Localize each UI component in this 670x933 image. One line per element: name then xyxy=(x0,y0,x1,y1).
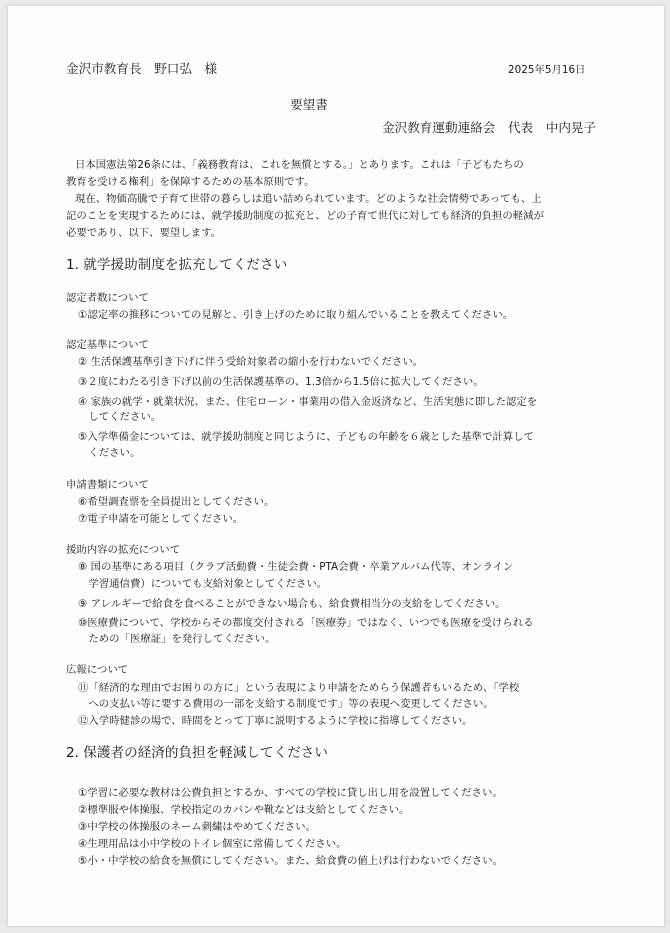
group-title: 申請書類について xyxy=(66,479,149,491)
letter-page xyxy=(8,6,664,926)
request-item: ② 生活保護基準引き下げに伴う受給対象者の縮小を行わないでください。 xyxy=(78,356,424,368)
section-heading: 1. 就学援助制度を拡充してください xyxy=(66,257,288,273)
request-item: ②標準服や体操服、学校指定のカバンや靴などは支給としてください。 xyxy=(78,804,410,816)
request-item: ⑪「経済的な理由でお困りの方に」という表現により申請をためらう保護者もいるため、「学校 xyxy=(78,682,520,694)
request-item: ⑧ 国の基準にある項目（クラブ活動費・生徒会費・PTA会費・卒業アルバム代等、オンライン xyxy=(78,561,514,573)
intro-line: 必要であり、以下、要望します。 xyxy=(66,227,222,239)
request-item: ④ 家族の就学・就業状況、また、住宅ローン・事業用の借入金返済など、生活実態に即した認定を xyxy=(78,396,538,408)
group-title: 広報について xyxy=(66,664,129,676)
request-item: ③中学校の体操服のネーム刺繍はやめてください。 xyxy=(78,821,316,833)
request-item: ①認定率の推移についての見解と、引き上げのために取り組んでいることを教えてください。 xyxy=(78,309,514,321)
request-item: への支払い等に要する費用の一部を支給する制度です」等の表現へ変更してください。 xyxy=(78,698,494,710)
request-item: ための「医療証」を発行してください。 xyxy=(78,633,276,645)
request-item: ⑨ アレルギーで給食を食べることができない場合も、給食費相当分の支給をしてください。 xyxy=(78,598,506,610)
request-item: ⑩医療費について、学校からその都度交付される「医療券」ではなく、いつでも医療を受けられる xyxy=(78,617,534,629)
request-item: ③２度にわたる引き下げ以前の生活保護基準の、1.3倍から1.5倍に拡大してください。 xyxy=(78,376,484,388)
request-item: ください。 xyxy=(78,447,141,459)
intro-line: 現在、物価高騰で子育て世帯の暮らしは追い詰められています。どのような社会情勢であっても、上 xyxy=(75,193,542,205)
intro-line: 記のことを実現するためには、就学援助制度の拡充と、どの子育て世代に対しても経済的負担の軽減が xyxy=(66,210,544,222)
section-heading: 2. 保護者の経済的負担を軽減してください xyxy=(66,745,328,761)
request-item: ⑤小・中学校の給食を無償にしてください。また、給食費の値上げは行わないでください。 xyxy=(78,855,503,867)
request-item: ⑦電子申請を可能としてください。 xyxy=(78,513,244,525)
addressee: 金沢市教育長 野口弘 様 xyxy=(66,61,218,76)
request-item: ①学習に必要な教材は公費負担とするか、すべての学校に貸し出し用を設置してください。 xyxy=(78,787,503,799)
sender: 金沢教育運動連絡会 代表 中内晃子 xyxy=(382,120,597,135)
group-title: 認定基準について xyxy=(66,339,149,351)
intro-line: 教育を受ける権利」を保障するための基本原則です。 xyxy=(66,176,315,188)
request-item: ④生理用品は小中学校のトイレ個室に常備してください。 xyxy=(78,838,347,850)
request-item: してください。 xyxy=(78,411,162,423)
letter-title: 要望書 xyxy=(290,97,328,112)
request-item: ⑥希望調査票を全員提出としてください。 xyxy=(78,496,275,508)
request-item: 学習通信費）についても支給対象としてください。 xyxy=(78,578,328,590)
group-title: 認定者数について xyxy=(66,292,149,304)
letter-date: 2025年5月16日 xyxy=(508,64,586,76)
request-item: ⑫入学時健診の場で、時間をとって丁寧に説明するように学校に指導してください。 xyxy=(78,715,473,727)
group-title: 援助内容の拡充について xyxy=(66,544,181,556)
intro-line: 日本国憲法第26条には、「義務教育は、これを無償とする。」とあります。これは「子どもたちの xyxy=(75,159,524,171)
request-item: ⑤入学準備金については、就学援助制度と同じように、子どもの年齢を６歳とした基準で計算して xyxy=(78,431,534,443)
